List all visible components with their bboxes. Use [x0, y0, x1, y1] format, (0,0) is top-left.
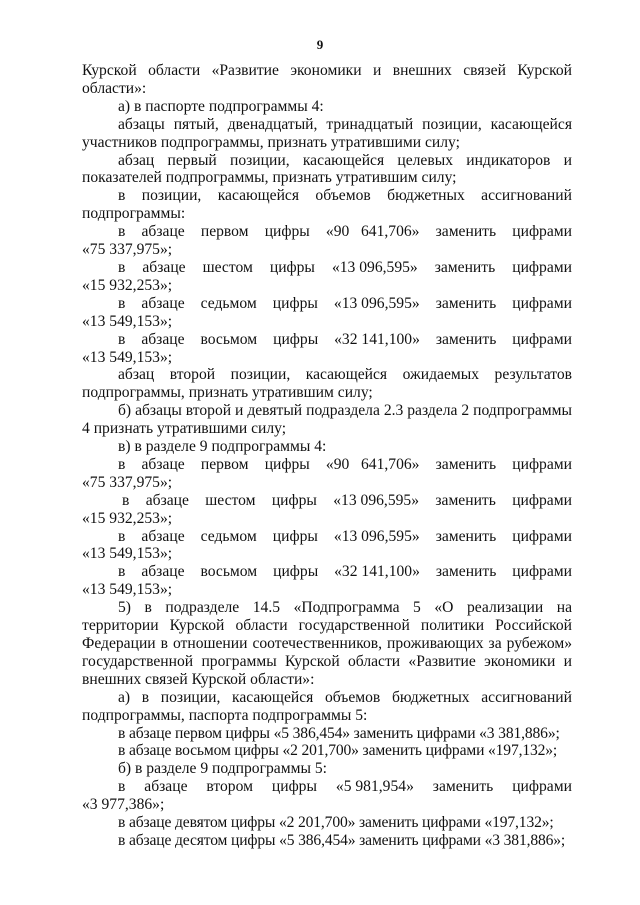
word: «13 096,595» — [333, 527, 420, 545]
paragraph: абзац первый позиции, касающейся целевых индикаторов и показателей подпрограммы, признать утратившим силу; — [82, 151, 572, 187]
word: цифры — [273, 563, 319, 581]
spread-line — [82, 187, 572, 205]
word: абзаце — [141, 455, 185, 473]
spread-line — [82, 563, 572, 581]
word: объемов — [315, 187, 371, 205]
word: абзаце — [141, 527, 185, 545]
word: «90 641,706» — [325, 223, 420, 241]
word: цифры — [271, 778, 317, 796]
word: цифрами — [512, 294, 572, 312]
continuation-line: «13 549,153»; — [82, 581, 173, 599]
word: седьмом — [200, 294, 257, 312]
word: абзаце — [142, 258, 186, 276]
word: заменить — [432, 778, 494, 796]
word: заменить — [435, 330, 497, 348]
paragraph: а) в паспорте подпрограммы 4: — [118, 97, 324, 115]
word: «13 096,595» — [331, 258, 418, 276]
word: касающейся — [217, 187, 300, 205]
word: первом — [200, 223, 249, 241]
word: цифры — [272, 294, 318, 312]
word: заменить — [435, 491, 496, 509]
spread-line — [82, 778, 572, 796]
paragraph — [82, 259, 572, 295]
document-body — [82, 62, 572, 850]
word: абзаце — [145, 491, 189, 509]
paragraph: в абзаце первом цифры «5 386,454» заменить цифрами «3 381,886»; — [118, 724, 560, 742]
word: цифры — [264, 455, 310, 473]
word: в — [118, 778, 126, 796]
spread-line — [82, 331, 572, 349]
paragraph: в абзаце десятом цифры «5 386,454» заменить цифрами «3 381,886»; — [118, 831, 566, 849]
word: цифры — [264, 223, 310, 241]
word: позиции, — [141, 187, 202, 205]
word: «5 981,954» — [335, 778, 414, 796]
spread-line — [82, 528, 572, 546]
word: в — [118, 563, 126, 581]
word: «32 141,100» — [334, 330, 420, 348]
word: в — [122, 491, 130, 509]
word: заменить — [435, 223, 497, 241]
word: заменить — [435, 527, 497, 545]
paragraph: 5) в подразделе 14.5 «Подпрограмма 5 «О реализации на территории Курской области государственной политики Российской Федерации в отношении соотечественников, проживающих за рубежом» государственной программы Курской области «Развитие экономики и внешних связей Курской области»: — [82, 599, 572, 688]
word: абзаце — [141, 294, 185, 312]
continuation-line: «75 337,975»; — [82, 473, 173, 491]
continuation-line: «15 932,253»; — [82, 509, 173, 527]
continuation-line: «13 549,153»; — [82, 348, 173, 366]
word: цифры — [269, 258, 315, 276]
continuation-line: «3 977,386»; — [82, 796, 165, 814]
word: абзаце — [144, 778, 188, 796]
page-number: 9 — [316, 37, 324, 52]
word: заменить — [435, 455, 497, 473]
word: цифрами — [512, 223, 572, 241]
word: цифрами — [512, 491, 572, 509]
word: цифрами — [512, 527, 572, 545]
word: цифрами — [512, 778, 572, 796]
paragraph — [82, 331, 572, 367]
continuation-line: «75 337,975»; — [82, 241, 173, 259]
word: шестом — [202, 258, 253, 276]
spread-line — [82, 492, 572, 510]
paragraph — [82, 492, 572, 528]
word: «13 096,595» — [333, 491, 420, 509]
word: восьмом — [200, 563, 258, 581]
paragraph: абзацы пятый, двенадцатый, тринадцатый позиции, касающейся участников подпрограммы, признать утратившими силу; — [82, 115, 572, 151]
word: восьмом — [200, 330, 258, 348]
word: цифрами — [512, 258, 572, 276]
paragraph: в абзаце девятом цифры «2 201,700» заменить цифрами «197,132»; — [118, 814, 554, 832]
continuation-line: «13 549,153»; — [82, 312, 173, 330]
paragraph — [82, 528, 572, 564]
word: цифрами — [512, 455, 572, 473]
word: в — [118, 527, 126, 545]
word: седьмом — [200, 527, 257, 545]
word: в — [118, 258, 126, 276]
word: заменить — [434, 258, 496, 276]
word: абзаце — [141, 223, 185, 241]
spread-line — [82, 295, 572, 313]
word: цифры — [271, 491, 317, 509]
word: шестом — [205, 491, 256, 509]
word: цифры — [273, 330, 319, 348]
spread-line — [82, 259, 572, 277]
word: заменить — [435, 294, 497, 312]
spread-line — [82, 456, 572, 474]
word: цифры — [272, 527, 318, 545]
paragraph — [82, 187, 572, 223]
word: заменить — [435, 563, 497, 581]
word: первом — [200, 455, 249, 473]
word: бюджетных — [387, 187, 465, 205]
paragraph: б) в разделе 9 подпрограммы 5: — [118, 760, 327, 778]
word: цифрами — [512, 563, 572, 581]
paragraph: Курской области «Развитие экономики и внешних связей Курской области»: — [82, 62, 572, 97]
word: в — [118, 223, 126, 241]
word: ассигнований — [481, 187, 572, 205]
paragraph — [82, 456, 572, 492]
continuation-line: подпрограммы: — [82, 205, 186, 223]
word: «13 096,595» — [333, 294, 420, 312]
word: втором — [206, 778, 253, 796]
continuation-line: «13 549,153»; — [82, 545, 173, 563]
paragraph: в) в разделе 9 подпрограммы 4: — [118, 438, 327, 456]
word: цифрами — [512, 330, 572, 348]
paragraph — [82, 295, 572, 331]
word: в — [118, 330, 126, 348]
paragraph — [82, 563, 572, 599]
paragraph: в абзаце восьмом цифры «2 201,700» заменить цифрами «197,132»; — [118, 742, 558, 760]
word: абзаце — [141, 563, 185, 581]
word: «32 141,100» — [334, 563, 420, 581]
word: в — [118, 187, 126, 205]
continuation-line: «15 932,253»; — [82, 276, 173, 294]
paragraph — [82, 778, 572, 814]
paragraph — [82, 223, 572, 259]
word: «90 641,706» — [325, 455, 420, 473]
word: в — [118, 294, 126, 312]
word: в — [118, 455, 126, 473]
word: абзаце — [141, 330, 185, 348]
paragraph: б) абзацы второй и девятый подраздела 2.3 раздела 2 подпрограммы 4 признать утратившими силу; — [82, 402, 572, 438]
paragraph: а) в позиции, касающейся объемов бюджетных ассигнований подпрограммы, паспорта подпрограммы 5: — [82, 688, 572, 724]
paragraph: абзац второй позиции, касающейся ожидаемых результатов подпрограммы, признать утратившим силу; — [82, 366, 572, 402]
spread-line — [82, 223, 572, 241]
